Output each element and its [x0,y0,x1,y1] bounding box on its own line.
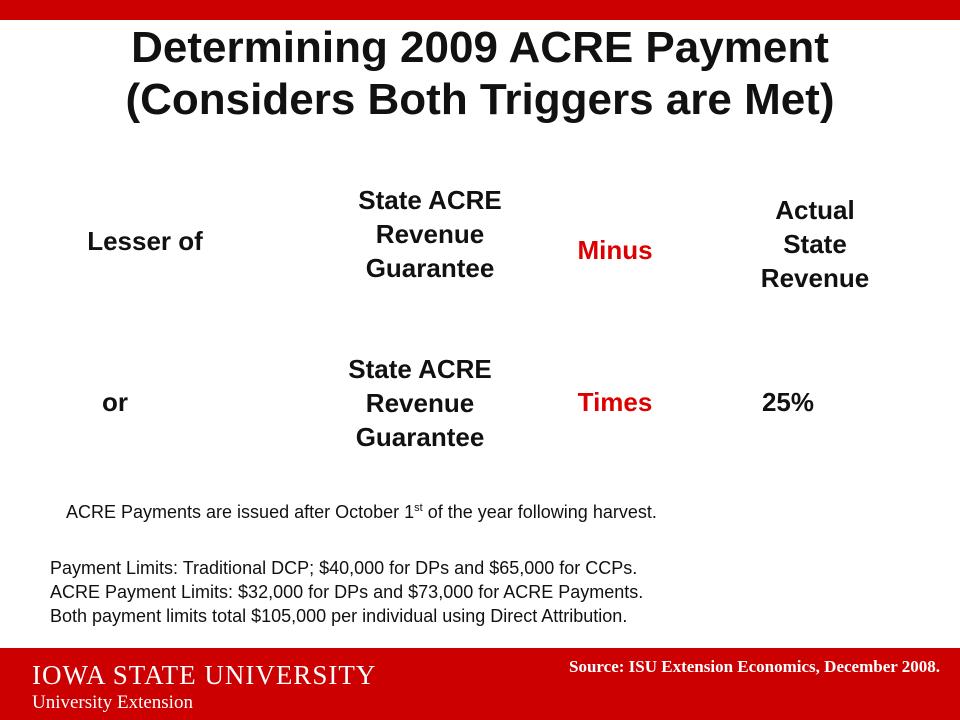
extension-logo-subtitle: University Extension [32,692,193,713]
limits-line-3: Both payment limits total $105,000 per individual using Direct Attribution. [50,606,628,626]
lesser-of-label: Lesser of [87,226,203,256]
timing-text-pre: ACRE Payments are issued after October 1 [66,502,415,522]
row1-guarantee-term [300,183,560,285]
limits-line-2: ACRE Payment Limits: $32,000 for DPs and $73,000 for ACRE Payments. [50,582,644,602]
row1-term2-line3: Revenue [760,263,870,293]
or-label: or [102,387,128,417]
row1-term1-line3: Guarantee [365,253,495,283]
row1-term2-line1: Actual [775,195,855,225]
slide-title [0,22,960,126]
timing-text-post: of the year following harvest. [422,502,657,522]
row2-guarantee-term [290,352,550,454]
title-line-2: (Considers Both Triggers are Met) [125,75,835,124]
minus-operator: Minus [577,235,653,265]
timing-text-sup: st [414,502,423,514]
row1-term2-line2: State [783,229,847,259]
title-line-1: Determining 2009 ACRE Payment [131,23,829,72]
times-operator: Times [577,387,653,417]
source-citation: Source: ISU Extension Economics, December 2008. [569,657,940,676]
row1-term1-line2: Revenue [375,219,485,249]
row2-term1-line1: State ACRE [348,354,492,384]
payment-limits-notes [50,556,930,628]
payment-timing-note [66,496,926,524]
row1-term1-line1: State ACRE [358,185,502,215]
row1-actual-revenue-term [720,193,910,295]
limits-line-1: Payment Limits: Traditional DCP; $40,000 for DPs and $65,000 for CCPs. [50,558,638,578]
row2-term1-line3: Guarantee [355,422,485,452]
footer-bar [0,648,960,720]
top-accent-bar [0,0,960,20]
percentage-value: 25% [761,387,815,417]
isu-logo-wordmark: IOWA STATE UNIVERSITY [32,660,377,690]
row2-term1-line2: Revenue [365,388,475,418]
